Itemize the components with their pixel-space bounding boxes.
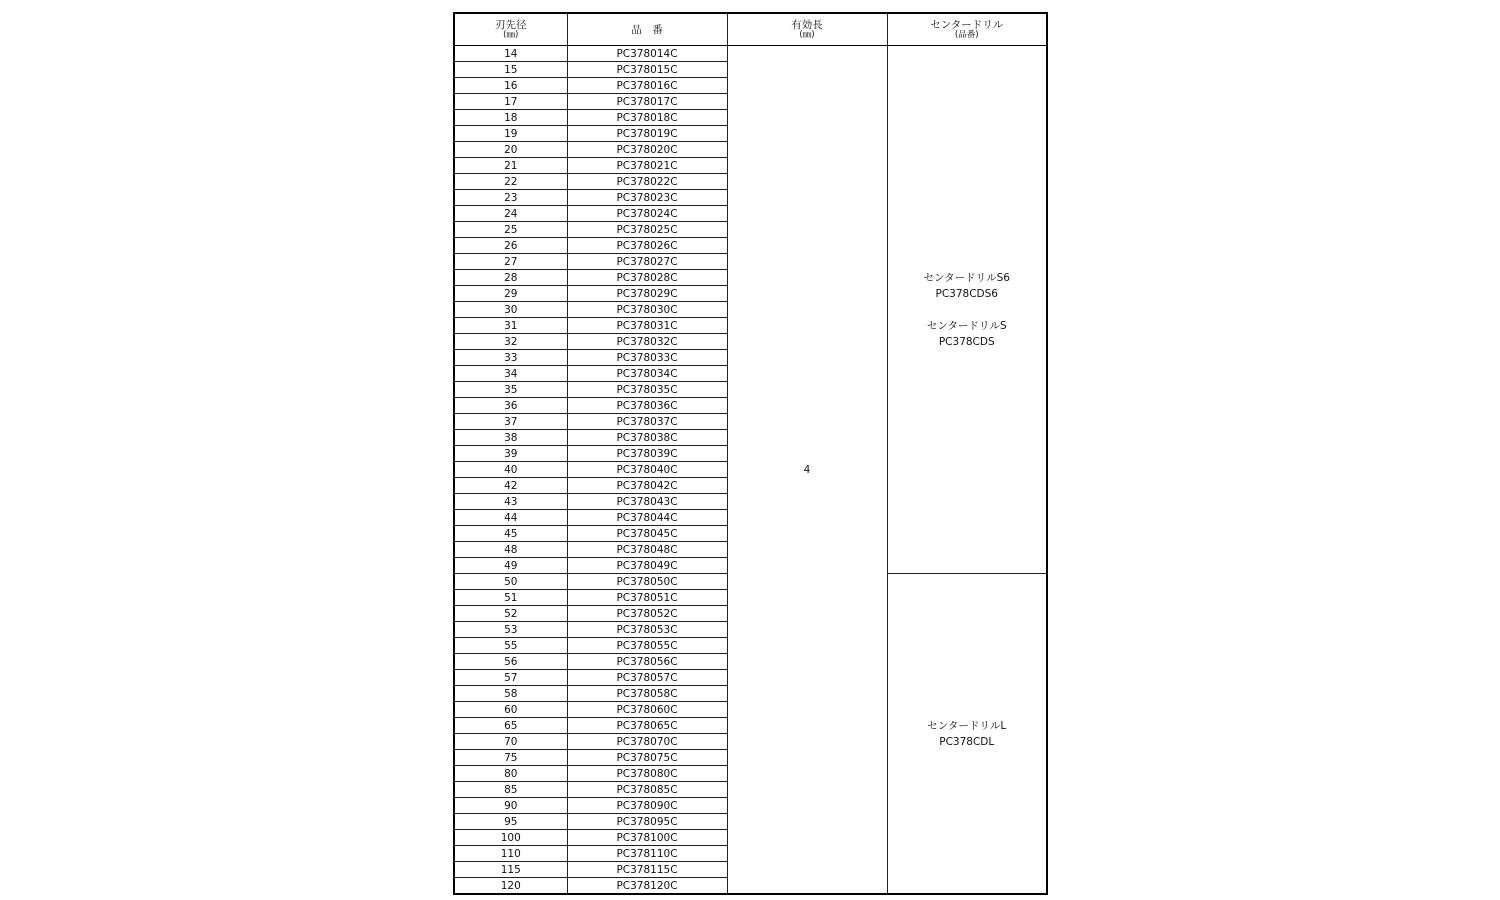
cell-part-no: PC378031C: [567, 318, 727, 334]
header-row: [454, 13, 1047, 46]
cell-part-no: PC378021C: [567, 158, 727, 174]
cell-diameter: 34: [454, 366, 567, 382]
cell-diameter: 110: [454, 846, 567, 862]
cell-diameter: 28: [454, 270, 567, 286]
cell-part-no: PC378080C: [567, 766, 727, 782]
header-diameter-unit: (㎜): [503, 30, 519, 40]
cell-part-no: PC378032C: [567, 334, 727, 350]
cell-diameter: 100: [454, 830, 567, 846]
cell-part-no: PC378040C: [567, 462, 727, 478]
cell-diameter: 25: [454, 222, 567, 238]
header-center-drill: [887, 13, 1047, 46]
cell-diameter: 29: [454, 286, 567, 302]
cell-diameter: 49: [454, 558, 567, 574]
cell-diameter: 37: [454, 414, 567, 430]
header-effective-length-label: 有効長: [791, 19, 823, 31]
cell-diameter: 58: [454, 686, 567, 702]
center-drill-text: センタードリルL: [927, 719, 1007, 732]
cell-part-no: PC378039C: [567, 446, 727, 462]
cell-part-no: PC378070C: [567, 734, 727, 750]
cell-diameter: 115: [454, 862, 567, 878]
cell-part-no: PC378028C: [567, 270, 727, 286]
cell-diameter: 32: [454, 334, 567, 350]
cell-part-no: PC378050C: [567, 574, 727, 590]
cell-part-no: PC378043C: [567, 494, 727, 510]
cell-diameter: 70: [454, 734, 567, 750]
cell-part-no: PC378048C: [567, 542, 727, 558]
cell-diameter: 35: [454, 382, 567, 398]
cell-part-no: PC378024C: [567, 206, 727, 222]
header-center-drill-sub: (品番): [954, 30, 979, 40]
cell-diameter: 51: [454, 590, 567, 606]
header-part-no: [567, 13, 727, 46]
center-drill-spacer: [888, 302, 1047, 318]
cell-part-no: PC378075C: [567, 750, 727, 766]
cell-diameter: 39: [454, 446, 567, 462]
header-center-drill-label: センタードリル: [930, 19, 1004, 31]
cell-center-drill-group-1: [887, 46, 1047, 574]
cell-part-no: PC378115C: [567, 862, 727, 878]
cell-diameter: 52: [454, 606, 567, 622]
cell-part-no: PC378056C: [567, 654, 727, 670]
cell-diameter: 60: [454, 702, 567, 718]
cell-diameter: 27: [454, 254, 567, 270]
cell-diameter: 24: [454, 206, 567, 222]
center-drill-text: センタードリルS6: [923, 271, 1010, 284]
spec-table: [453, 12, 1048, 895]
cell-diameter: 44: [454, 510, 567, 526]
cell-part-no: PC378034C: [567, 366, 727, 382]
cell-part-no: PC378045C: [567, 526, 727, 542]
cell-diameter: 20: [454, 142, 567, 158]
cell-part-no: PC378018C: [567, 110, 727, 126]
cell-part-no: PC378042C: [567, 478, 727, 494]
cell-diameter: 56: [454, 654, 567, 670]
center-drill-text: センタードリルS: [926, 319, 1007, 332]
cell-part-no: PC378029C: [567, 286, 727, 302]
cell-center-drill-group-2: [887, 574, 1047, 895]
cell-diameter: 42: [454, 478, 567, 494]
cell-diameter: 33: [454, 350, 567, 366]
cell-part-no: PC378060C: [567, 702, 727, 718]
cell-part-no: PC378120C: [567, 878, 727, 895]
cell-part-no: PC378020C: [567, 142, 727, 158]
cell-part-no: PC378044C: [567, 510, 727, 526]
cell-diameter: 80: [454, 766, 567, 782]
cell-part-no: PC378057C: [567, 670, 727, 686]
center-drill-text: PC378CDS: [938, 335, 995, 348]
cell-diameter: 30: [454, 302, 567, 318]
cell-part-no: PC378023C: [567, 190, 727, 206]
header-effective-length: [727, 13, 887, 46]
cell-diameter: 36: [454, 398, 567, 414]
header-diameter: [454, 13, 567, 46]
cell-diameter: 22: [454, 174, 567, 190]
cell-part-no: PC378090C: [567, 798, 727, 814]
cell-diameter: 48: [454, 542, 567, 558]
cell-diameter: 19: [454, 126, 567, 142]
cell-part-no: PC378017C: [567, 94, 727, 110]
cell-diameter: 50: [454, 574, 567, 590]
cell-diameter: 53: [454, 622, 567, 638]
cell-part-no: PC378036C: [567, 398, 727, 414]
cell-diameter: 38: [454, 430, 567, 446]
cell-part-no: PC378065C: [567, 718, 727, 734]
cell-part-no: PC378055C: [567, 638, 727, 654]
cell-diameter: 57: [454, 670, 567, 686]
cell-part-no: PC378058C: [567, 686, 727, 702]
cell-diameter: 45: [454, 526, 567, 542]
cell-part-no: PC378110C: [567, 846, 727, 862]
cell-part-no: PC378019C: [567, 126, 727, 142]
cell-part-no: PC378027C: [567, 254, 727, 270]
cell-part-no: PC378014C: [567, 46, 727, 62]
cell-part-no: PC378015C: [567, 62, 727, 78]
cell-part-no: PC378037C: [567, 414, 727, 430]
cell-part-no: PC378100C: [567, 830, 727, 846]
cell-diameter: 17: [454, 94, 567, 110]
cell-diameter: 43: [454, 494, 567, 510]
cell-diameter: 65: [454, 718, 567, 734]
center-drill-text: PC378CDS6: [935, 287, 998, 300]
cell-diameter: 23: [454, 190, 567, 206]
cell-part-no: PC378033C: [567, 350, 727, 366]
table-row: [454, 46, 1047, 62]
cell-part-no: PC378025C: [567, 222, 727, 238]
cell-part-no: PC378085C: [567, 782, 727, 798]
cell-part-no: PC378051C: [567, 590, 727, 606]
cell-part-no: PC378038C: [567, 430, 727, 446]
cell-diameter: 85: [454, 782, 567, 798]
cell-diameter: 31: [454, 318, 567, 334]
cell-part-no: PC378095C: [567, 814, 727, 830]
cell-part-no: PC378022C: [567, 174, 727, 190]
cell-diameter: 15: [454, 62, 567, 78]
header-part-no-label: 品 番: [631, 23, 663, 36]
cell-part-no: PC378053C: [567, 622, 727, 638]
cell-diameter: 26: [454, 238, 567, 254]
cell-diameter: 14: [454, 46, 567, 62]
cell-diameter: 16: [454, 78, 567, 94]
center-drill-text: PC378CDL: [939, 735, 995, 748]
cell-diameter: 21: [454, 158, 567, 174]
cell-part-no: PC378052C: [567, 606, 727, 622]
cell-effective-length: 4: [727, 46, 887, 895]
cell-diameter: 90: [454, 798, 567, 814]
cell-diameter: 120: [454, 878, 567, 895]
cell-diameter: 55: [454, 638, 567, 654]
header-effective-length-unit: (㎜): [799, 30, 815, 40]
cell-diameter: 95: [454, 814, 567, 830]
header-diameter-label: 刃先径: [495, 19, 527, 31]
cell-part-no: PC378026C: [567, 238, 727, 254]
cell-part-no: PC378049C: [567, 558, 727, 574]
table-body: [454, 46, 1047, 895]
cell-part-no: PC378035C: [567, 382, 727, 398]
cell-diameter: 40: [454, 462, 567, 478]
cell-part-no: PC378016C: [567, 78, 727, 94]
cell-part-no: PC378030C: [567, 302, 727, 318]
cell-diameter: 75: [454, 750, 567, 766]
cell-diameter: 18: [454, 110, 567, 126]
table-header: [454, 13, 1047, 46]
